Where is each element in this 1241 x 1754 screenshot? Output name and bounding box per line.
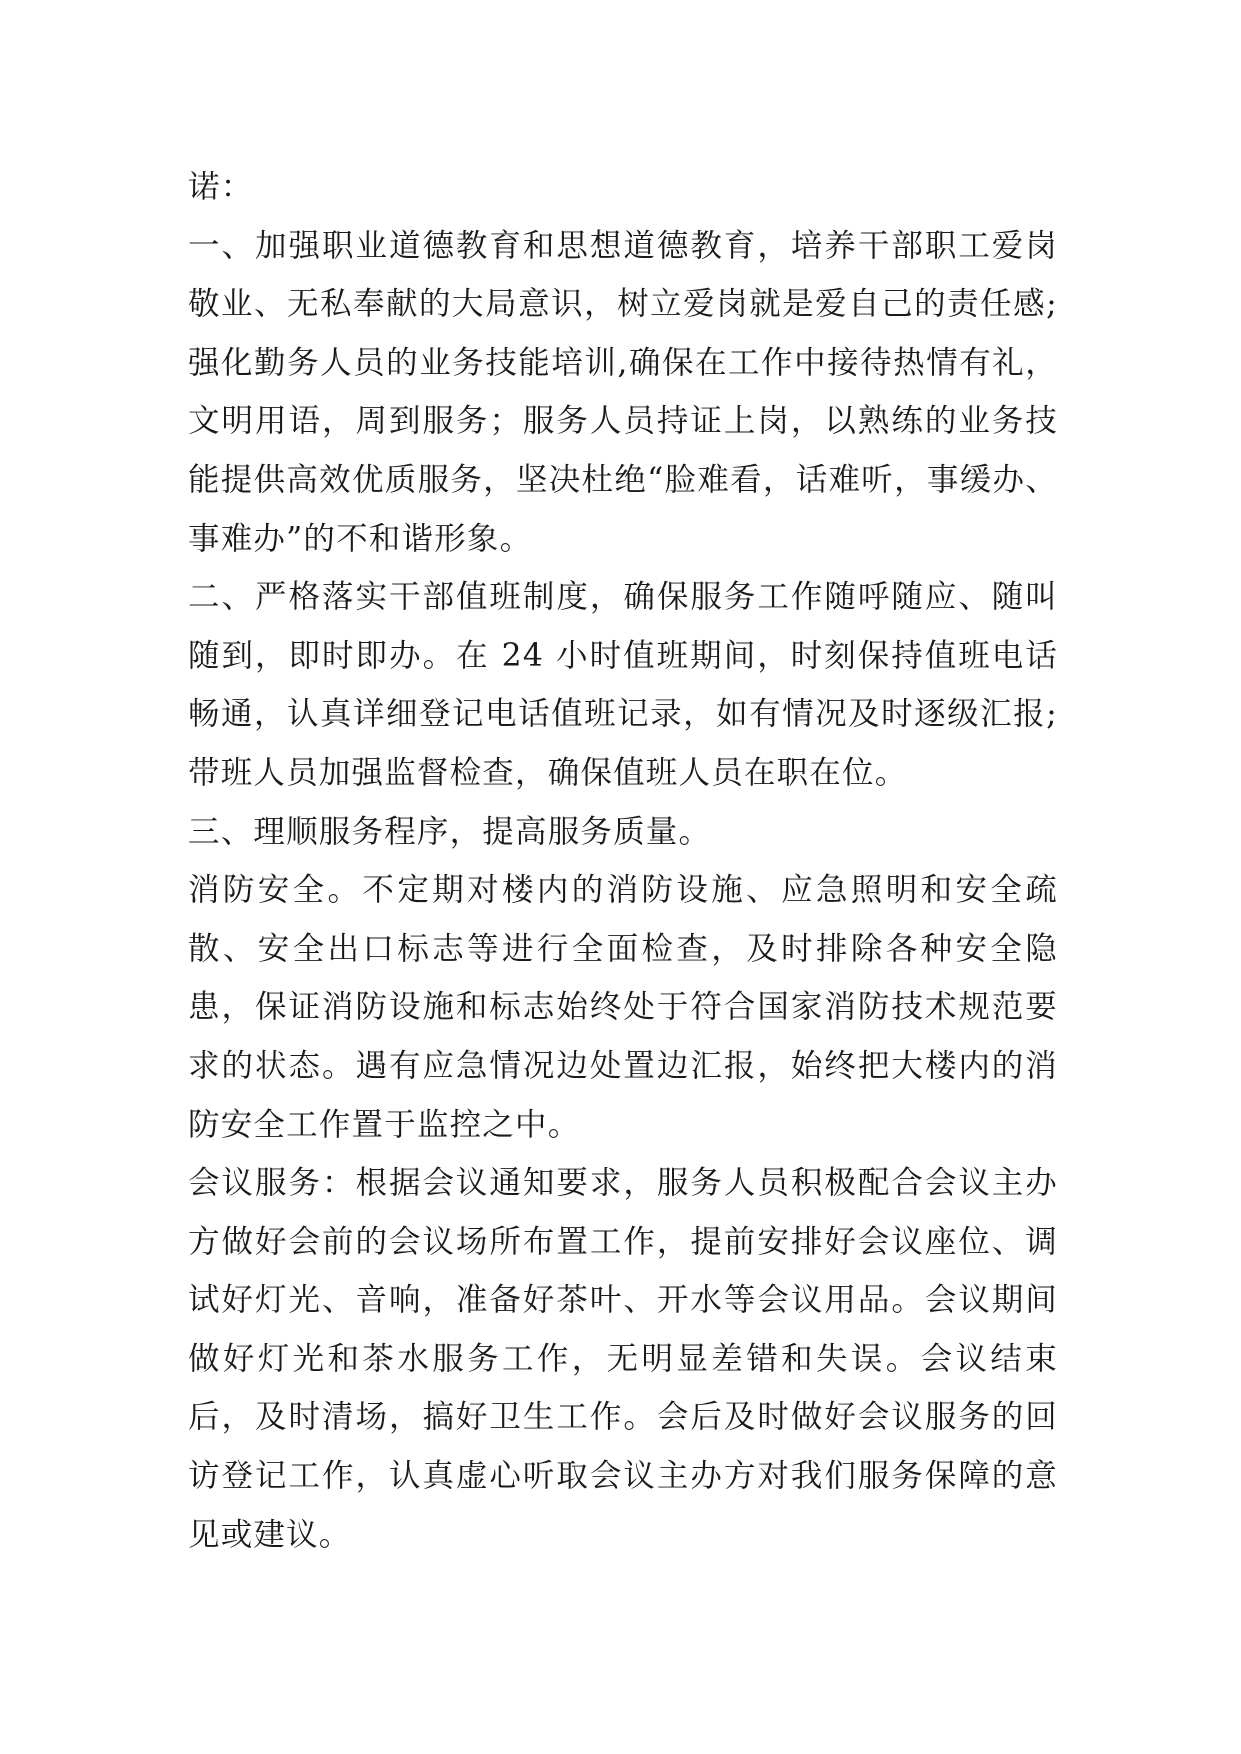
paragraph-fire-safety: 消防安全。不定期对楼内的消防设施、应急照明和安全疏散、安全出口标志等进行全面检查，及时排除各种安全隐患，保证消防设施和标志始终处于符合国家消防技术规范要求的状态。遇有应急情况边处置边汇报，始终把大楼内的消防安全工作置于监控之中。 <box>188 872 1058 1143</box>
paragraph-meeting-service: 会议服务：根据会议通知要求，服务人员积极配合会议主办方做好会前的会议场所布置工作，提前安排好会议座位、调试好灯光、音响，准备好茶叶、开水等会议用品。会议期间做好灯光和茶水服务工作，无明显差错和失误。会议结束后，及时清场，搞好卫生工作。会后及时做好会议服务的回访登记工作，认真虚心听取会议主办方对我们服务保障的意见或建议。 <box>188 1165 1058 1553</box>
paragraph-item-one: 一、加强职业道德教育和思想道德教育，培养干部职工爱岗敬业、无私奉献的大局意识，树立爱岗就是爱自己的责任感;强化勤务人员的业务技能培训,确保在工作中接待热情有礼，文明用语，周到服务；服务人员持证上岗，以熟练的业务技能提供高效优质服务，坚决杜绝“脸难看，话难听，事缓办、事难办”的不和谐形象。 <box>188 227 1058 557</box>
paragraph-item-two: 二、严格落实干部值班制度，确保服务工作随呼随应、随叫随到，即时即办。在 24 小时值班期间，时刻保持值班电话畅通，认真详细登记电话值班记录，如有情况及时逐级汇报;带班人员加强监督检查，确保值班人员在职在位。 <box>188 579 1058 791</box>
paragraph-item-three: 三、理顺服务程序，提高服务质量。 <box>188 813 712 850</box>
document-body <box>188 158 1058 1564</box>
paragraph-opening: 诺： <box>188 169 254 205</box>
